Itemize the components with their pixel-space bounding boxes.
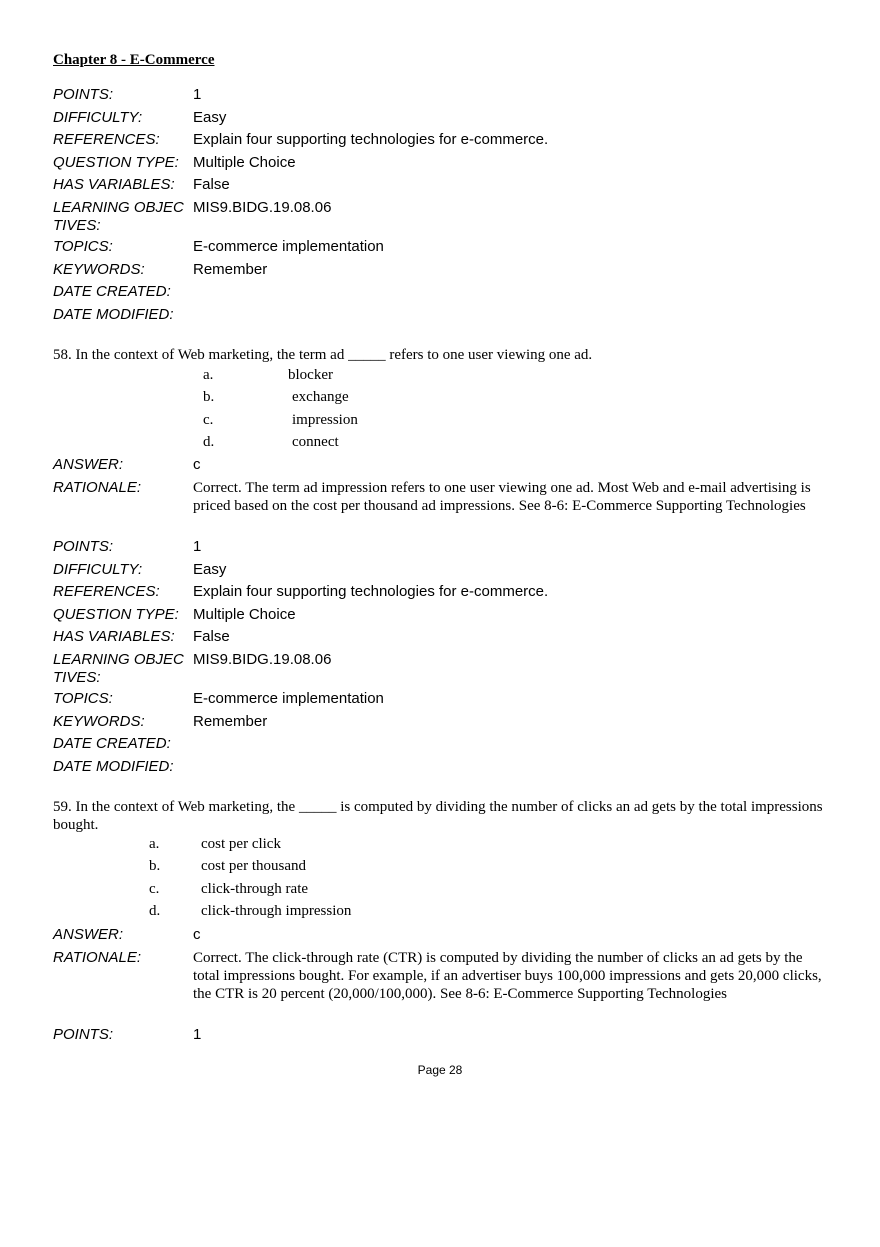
meta-date-modified: DATE MODIFIED: bbox=[53, 305, 174, 323]
question-59-answer: ANSWER: c bbox=[53, 926, 201, 943]
meta-has-variables: HAS VARIABLES: False bbox=[53, 176, 230, 194]
metadata-block-q57 bbox=[53, 86, 548, 328]
question-58-rationale: RATIONALE: Correct. The term ad impression refers to one user viewing one ad. Most Web and e-mail advertising is priced based on the cost per thousand ad impressions. See 8-6: E-Commerce Supporting Technologies bbox=[53, 479, 811, 514]
meta-references: REFERENCES: Explain four supporting technologies for e-commerce. bbox=[53, 583, 549, 601]
option-b: b. exchange bbox=[203, 389, 349, 406]
meta-date-created: DATE CREATED: bbox=[53, 283, 171, 301]
meta-question-type: QUESTION TYPE: Multiple Choice bbox=[53, 605, 296, 623]
question-58-answer: ANSWER: c bbox=[53, 456, 201, 473]
question-58-options bbox=[203, 367, 358, 456]
question-59-options bbox=[149, 836, 351, 925]
meta-topics: TOPICS: E-commerce implementation bbox=[53, 689, 384, 707]
meta-topics: TOPICS: E-commerce implementation bbox=[53, 237, 384, 255]
option-a: a. blocker bbox=[203, 367, 333, 383]
meta-difficulty: DIFFICULTY: Easy bbox=[53, 108, 227, 126]
option-b: b. cost per thousand bbox=[149, 858, 306, 875]
question-59-text: 59. In the context of Web marketing, the _____ is computed by dividing the number of clicks an ad gets by the total impressions bought. bbox=[53, 799, 823, 833]
meta-references: REFERENCES: Explain four supporting technologies for e-commerce. bbox=[53, 131, 549, 149]
meta-learning-objectives: LEARNING OBJECTIVES: MIS9.BIDG.19.08.06 bbox=[53, 650, 332, 686]
meta-has-variables: HAS VARIABLES: False bbox=[53, 628, 230, 646]
option-a: a. cost per click bbox=[149, 836, 281, 852]
meta-points: POINTS: 1 bbox=[53, 86, 202, 103]
meta-question-type: QUESTION TYPE: Multiple Choice bbox=[53, 153, 296, 171]
meta-difficulty: DIFFICULTY: Easy bbox=[53, 560, 227, 578]
question-59-points: POINTS: 1 bbox=[53, 1026, 202, 1043]
chapter-title: Chapter 8 - E-Commerce bbox=[53, 52, 215, 68]
question-58-text: 58. In the context of Web marketing, the term ad _____ refers to one user viewing one ad. bbox=[53, 347, 593, 363]
meta-keywords: KEYWORDS: Remember bbox=[53, 712, 268, 730]
option-d: d. click-through impression bbox=[149, 902, 352, 919]
page-number: Page 28 bbox=[417, 1063, 463, 1077]
option-c: c. click-through rate bbox=[149, 880, 309, 897]
meta-learning-objectives: LEARNING OBJECTIVES: MIS9.BIDG.19.08.06 bbox=[53, 198, 332, 234]
option-c: c. impression bbox=[203, 411, 358, 428]
metadata-block-q58 bbox=[53, 538, 548, 780]
meta-points: POINTS: 1 bbox=[53, 538, 202, 555]
meta-date-modified: DATE MODIFIED: bbox=[53, 757, 174, 775]
meta-keywords: KEYWORDS: Remember bbox=[53, 260, 268, 278]
meta-date-created: DATE CREATED: bbox=[53, 735, 171, 753]
option-d: d. connect bbox=[203, 433, 339, 450]
question-59-rationale: RATIONALE: Correct. The click-through rate (CTR) is computed by dividing the number of clicks an ad gets by the total impressions bought. For example, if an advertiser buys 100,000 impressions and gets 20,000 clicks, the CTR is 20 percent (20,000/100,000). See 8-6: E-Commerce Supporting Technologies bbox=[53, 949, 822, 1002]
